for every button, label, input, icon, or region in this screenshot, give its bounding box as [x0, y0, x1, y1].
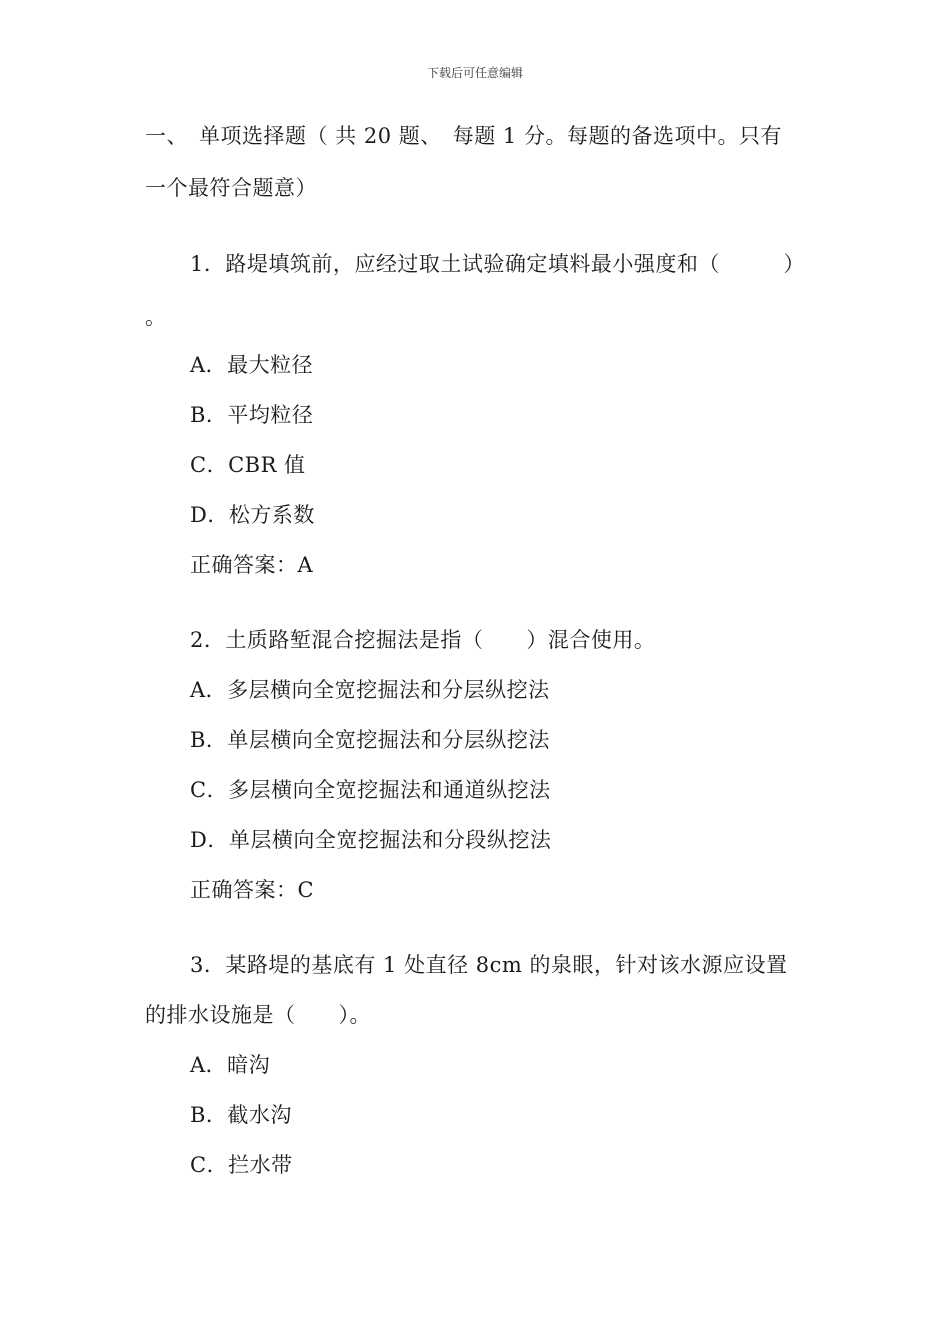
question-1-option-a: A．最大粒径: [190, 353, 314, 377]
question-1-stem: [190, 250, 805, 278]
question-2-option-b: B．单层横向全宽挖掘法和分层纵挖法: [190, 728, 550, 752]
question-1-option-d: D．松方系数: [190, 503, 315, 527]
question-1-option-b: B．平均粒径: [190, 403, 314, 427]
question-2-stem: 2．土质路堑混合挖掘法是指（ ）混合使用。: [190, 628, 656, 652]
question-3-option-b: B．截水沟: [190, 1103, 292, 1127]
question-1-stem-text: 1．路堤填筑前，应经过取土试验确定填料最小强度和（: [190, 252, 720, 276]
question-2-option-c: C．多层横向全宽挖掘法和通道纵挖法: [190, 778, 551, 802]
page-header: 下载后可任意编辑: [426, 66, 523, 80]
question-1-stem-paren: ）: [783, 252, 805, 276]
question-2-option-a: A．多层横向全宽挖掘法和分层纵挖法: [190, 678, 550, 702]
question-3-option-c: C．拦水带: [190, 1153, 293, 1177]
section-heading-line-2: 一个最符合题意）: [145, 176, 317, 200]
question-2-answer: 正确答案：C: [190, 878, 315, 902]
question-3-stem-line-2: 的排水设施是（ ）。: [145, 1003, 371, 1027]
question-1-stem-end: 。: [145, 305, 167, 329]
question-3-stem-line-1: 3．某路堤的基底有 1 处直径 8cm 的泉眼，针对该水源应设置: [190, 953, 788, 977]
question-1-option-c: C．CBR 值: [190, 453, 306, 477]
section-heading-line-1: 一、 单项选择题（ 共 20 题、 每题 1 分。每题的备选项中。只有: [145, 124, 782, 148]
question-1-answer: 正确答案：A: [190, 553, 314, 577]
question-3-option-a: A．暗沟: [190, 1053, 271, 1077]
question-2-option-d: D．单层横向全宽挖掘法和分段纵挖法: [190, 828, 552, 852]
